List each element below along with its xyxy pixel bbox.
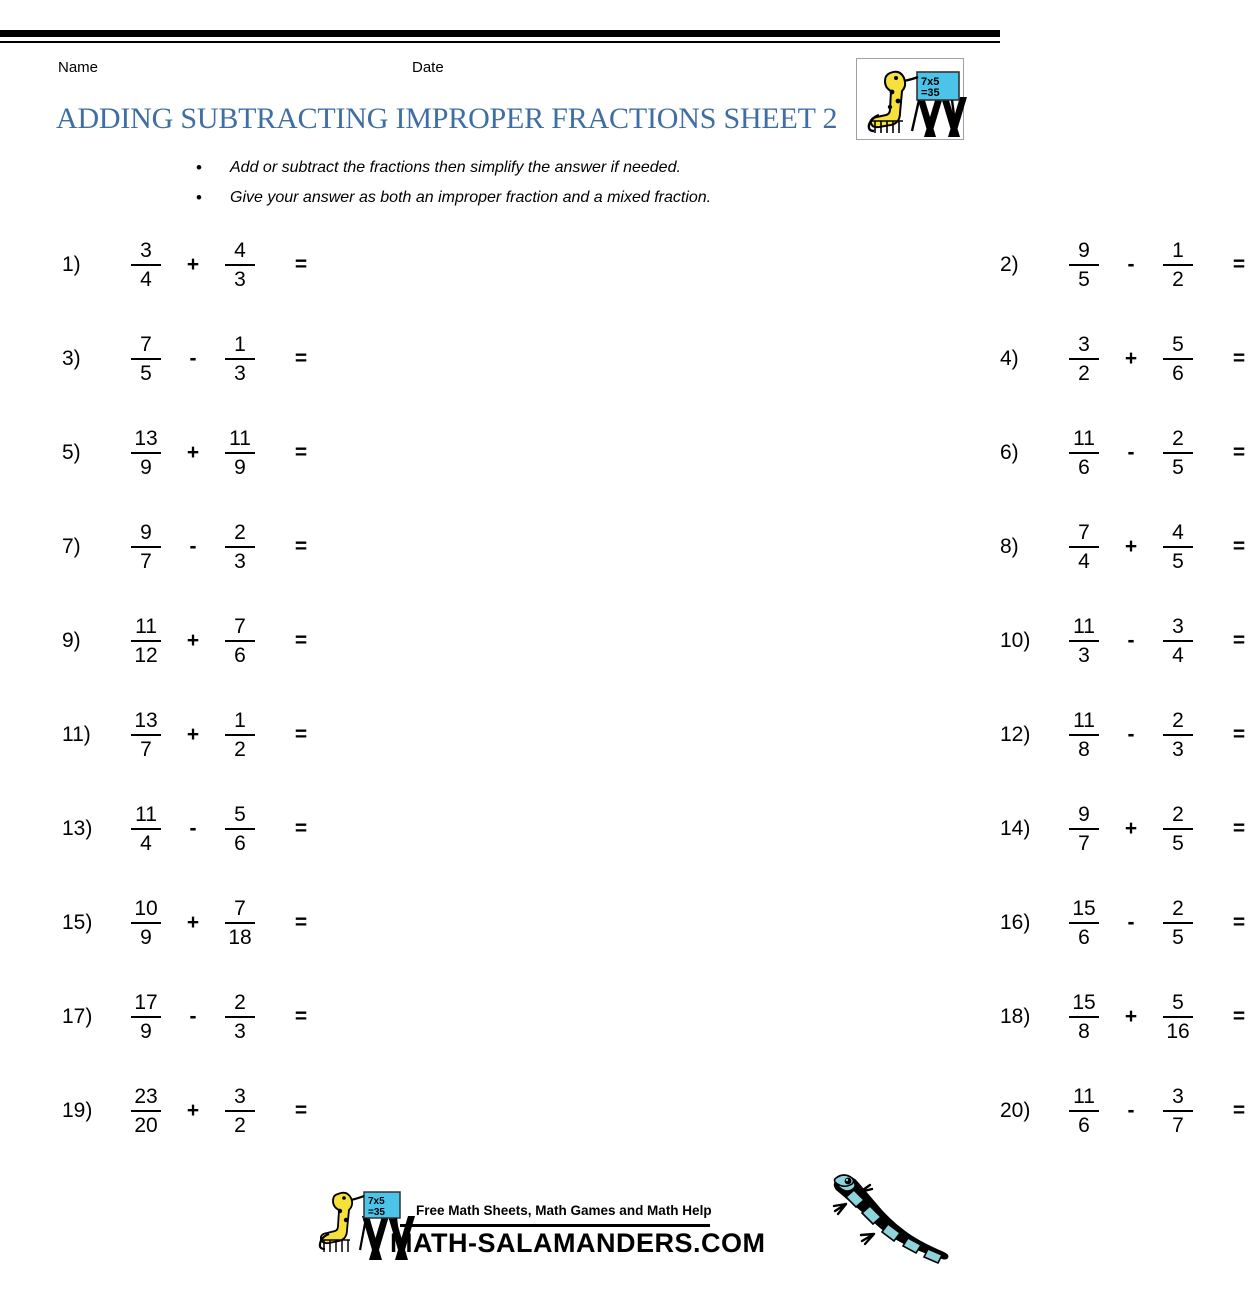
fraction-first-wrapper: [116, 992, 176, 1042]
fraction-second-wrapper: [210, 1086, 270, 1136]
fraction-first: [131, 522, 161, 572]
problem-item: [0, 312, 476, 406]
name-date-row: [58, 59, 918, 76]
fraction-second-denominator: 7: [1172, 1114, 1184, 1137]
fraction-first-wrapper: [116, 1086, 176, 1136]
fraction-second: [1163, 240, 1193, 290]
problem-item: [0, 594, 476, 688]
instruction-text: Give your answer as both an improper fraction and a mixed fraction.: [230, 189, 712, 206]
problem-item: [476, 594, 1246, 688]
fraction-second-numerator: 3: [1172, 615, 1184, 638]
fraction-first: [131, 240, 161, 290]
fraction-first-numerator: 11: [1073, 1085, 1095, 1108]
fraction-first: [1069, 428, 1099, 478]
fraction-first-denominator: 9: [140, 456, 152, 479]
fraction-second: [225, 522, 255, 572]
problem-number: 12): [1000, 723, 1031, 746]
fraction-second: [225, 240, 255, 290]
fraction-second: [1163, 898, 1193, 948]
fraction-first-denominator: 6: [1078, 456, 1090, 479]
problem-number: 18): [1000, 1005, 1031, 1028]
salamander-eye: [845, 1178, 852, 1185]
problem-item: [0, 1064, 476, 1158]
problem-number: 11): [62, 723, 91, 746]
whiteboard-line1: 7x5: [921, 76, 940, 88]
fraction-first: [131, 804, 161, 854]
fraction-first: [131, 992, 161, 1042]
fraction-first: [1069, 992, 1099, 1042]
fraction-first-numerator: 9: [140, 521, 152, 544]
problem-item: [0, 876, 476, 970]
fraction-second: [1163, 992, 1193, 1042]
fraction-second: [225, 1086, 255, 1136]
date-label: Date: [412, 59, 444, 76]
letter-m-shape: [917, 97, 967, 137]
fraction-second-denominator: 6: [234, 644, 246, 667]
fraction-second-numerator: 5: [1172, 991, 1184, 1014]
header-rule-thin: [0, 41, 1000, 43]
fraction-second-numerator: 4: [1172, 521, 1184, 544]
operator-symbol: -: [1127, 253, 1135, 276]
fraction-second-numerator: 4: [234, 239, 246, 262]
operator-symbol: -: [1127, 911, 1135, 934]
footer-easel-leg-left: [360, 1218, 366, 1250]
fraction-first-numerator: 9: [1078, 803, 1090, 826]
fraction-second-denominator: 9: [234, 456, 246, 479]
fraction-first-denominator: 4: [140, 832, 152, 855]
operator-symbol: -: [189, 817, 197, 840]
page-title: ADDING SUBTRACTING IMPROPER FRACTIONS SHEET 2: [56, 102, 838, 135]
equals-symbol: =: [294, 629, 308, 652]
fraction-second-denominator: 4: [1172, 644, 1184, 667]
fraction-first-numerator: 10: [134, 897, 158, 920]
operator-symbol: +: [186, 723, 200, 746]
fraction-second-numerator: 1: [234, 333, 246, 356]
problem-item: [476, 876, 1246, 970]
fraction-first: [1069, 898, 1099, 948]
fraction-second-wrapper: [210, 334, 270, 384]
equals-symbol: =: [294, 535, 308, 558]
fraction-first-wrapper: [116, 898, 176, 948]
fraction-second-denominator: 2: [234, 1114, 246, 1137]
salamander-spot-3: [888, 105, 892, 109]
fraction-second-numerator: 3: [1172, 1085, 1184, 1108]
fraction-second-wrapper: [210, 240, 270, 290]
fraction-first-denominator: 9: [140, 1020, 152, 1043]
instructions-list: [196, 158, 916, 218]
fraction-second-wrapper: [1148, 240, 1208, 290]
problem-item: [0, 406, 476, 500]
footer-whiteboard-line1: 7x5: [368, 1196, 385, 1207]
equals-symbol: =: [1232, 911, 1246, 934]
fraction-second-denominator: 3: [234, 550, 246, 573]
fraction-second-denominator: 6: [234, 832, 246, 855]
fraction-first-numerator: 11: [1073, 615, 1095, 638]
fraction-first-numerator: 17: [134, 991, 158, 1014]
fraction-first: [1069, 240, 1099, 290]
fraction-first-numerator: 11: [135, 803, 157, 826]
fraction-second-wrapper: [1148, 616, 1208, 666]
equals-symbol: =: [1232, 629, 1246, 652]
fraction-second-numerator: 5: [234, 803, 246, 826]
fraction-second-numerator: 1: [1172, 239, 1184, 262]
operator-symbol: +: [186, 629, 200, 652]
equals-symbol: =: [294, 441, 308, 464]
fraction-first-numerator: 23: [134, 1085, 158, 1108]
problem-item: [476, 688, 1246, 782]
problem-item: [0, 500, 476, 594]
fraction-first: [1069, 334, 1099, 384]
fraction-second: [1163, 334, 1193, 384]
fraction-first-denominator: 6: [1078, 926, 1090, 949]
fraction-first: [131, 616, 161, 666]
operator-symbol: +: [186, 441, 200, 464]
problem-number: 7): [62, 535, 81, 558]
problem-number: 14): [1000, 817, 1031, 840]
fraction-first-wrapper: [1054, 240, 1114, 290]
operator-symbol: +: [186, 1099, 200, 1122]
fraction-first-denominator: 8: [1078, 738, 1090, 761]
fraction-first-denominator: 4: [140, 268, 152, 291]
salamander-eye-glint: [846, 1179, 848, 1181]
problem-item: [0, 782, 476, 876]
problem-number: 10): [1000, 629, 1031, 652]
operator-symbol: -: [1127, 723, 1135, 746]
problem-number: 2): [1000, 253, 1019, 276]
footer-tagline: Free Math Sheets, Math Games and Math Help: [416, 1203, 712, 1218]
instruction-item: [196, 158, 916, 178]
equals-symbol: =: [1232, 535, 1246, 558]
problem-item: [476, 218, 1246, 312]
fraction-first-denominator: 5: [1078, 268, 1090, 291]
fraction-first-wrapper: [1054, 428, 1114, 478]
problem-row: [0, 970, 1246, 1064]
problem-row: [0, 782, 1246, 876]
problem-number: 8): [1000, 535, 1019, 558]
fraction-second-wrapper: [210, 616, 270, 666]
operator-symbol: +: [186, 253, 200, 276]
problems-grid: [0, 218, 1246, 1158]
fraction-first-numerator: 15: [1072, 991, 1096, 1014]
fraction-first-numerator: 13: [134, 427, 158, 450]
fraction-second-wrapper: [210, 804, 270, 854]
problem-number: 3): [62, 347, 81, 370]
fraction-first-wrapper: [1054, 334, 1114, 384]
fraction-first-numerator: 15: [1072, 897, 1096, 920]
fraction-second-wrapper: [1148, 710, 1208, 760]
equals-symbol: =: [1232, 1099, 1246, 1122]
operator-symbol: +: [1124, 535, 1138, 558]
equals-symbol: =: [294, 723, 308, 746]
footer-salamander-arm: [351, 1196, 364, 1200]
problem-number: 19): [62, 1099, 93, 1122]
problem-item: [476, 312, 1246, 406]
problem-item: [0, 970, 476, 1064]
fraction-first-denominator: 4: [1078, 550, 1090, 573]
problem-item: [476, 500, 1246, 594]
fraction-second: [1163, 804, 1193, 854]
fraction-first-wrapper: [116, 616, 176, 666]
operator-symbol: +: [1124, 1005, 1138, 1028]
fraction-second-denominator: 5: [1172, 456, 1184, 479]
fraction-second: [225, 898, 255, 948]
equals-symbol: =: [1232, 1005, 1246, 1028]
fraction-second-denominator: 5: [1172, 832, 1184, 855]
problem-row: [0, 876, 1246, 970]
fraction-second: [225, 428, 255, 478]
fraction-second-denominator: 3: [234, 268, 246, 291]
operator-symbol: +: [1124, 817, 1138, 840]
name-label: Name: [58, 59, 99, 76]
fraction-second: [1163, 616, 1193, 666]
problem-number: 5): [62, 441, 81, 464]
fraction-first-wrapper: [116, 240, 176, 290]
operator-symbol: -: [1127, 441, 1135, 464]
problem-number: 1): [62, 253, 81, 276]
problem-number: 16): [1000, 911, 1031, 934]
fraction-second-numerator: 11: [229, 427, 251, 450]
math-salamanders-header-logo: [856, 58, 964, 140]
problem-row: [0, 1064, 1246, 1158]
fraction-second-numerator: 7: [234, 897, 246, 920]
fraction-second-wrapper: [1148, 522, 1208, 572]
fraction-first: [1069, 522, 1099, 572]
operator-symbol: -: [189, 535, 197, 558]
equals-symbol: =: [294, 347, 308, 370]
equals-symbol: =: [294, 817, 308, 840]
fraction-second-wrapper: [1148, 898, 1208, 948]
problem-item: [476, 406, 1246, 500]
fraction-first-denominator: 7: [140, 550, 152, 573]
fraction-first: [131, 334, 161, 384]
fraction-first: [131, 1086, 161, 1136]
fraction-second-denominator: 5: [1172, 926, 1184, 949]
equals-symbol: =: [294, 1005, 308, 1028]
problem-number: 13): [62, 817, 93, 840]
fraction-first-wrapper: [1054, 898, 1114, 948]
equals-symbol: =: [1232, 817, 1246, 840]
footer-divider: [400, 1224, 710, 1227]
fraction-second: [225, 804, 255, 854]
salamander-spot-2: [896, 99, 901, 104]
fraction-second-wrapper: [210, 992, 270, 1042]
problem-row: [0, 312, 1246, 406]
easel-leg-left: [912, 100, 919, 131]
bullet-icon: •: [196, 158, 202, 177]
footer-salamander-eye: [342, 1196, 346, 1200]
equals-symbol: =: [1232, 253, 1246, 276]
operator-symbol: -: [1127, 629, 1135, 652]
problem-item: [0, 218, 476, 312]
problem-item: [476, 1064, 1246, 1158]
fraction-first: [1069, 616, 1099, 666]
fraction-second-numerator: 2: [234, 991, 246, 1014]
fraction-second-numerator: 2: [1172, 897, 1184, 920]
fraction-second-denominator: 3: [1172, 738, 1184, 761]
problem-number: 9): [62, 629, 81, 652]
fraction-second-numerator: 3: [234, 1085, 246, 1108]
fraction-second-denominator: 3: [234, 1020, 246, 1043]
fraction-second-numerator: 7: [234, 615, 246, 638]
fraction-first-denominator: 7: [1078, 832, 1090, 855]
fraction-second-wrapper: [1148, 1086, 1208, 1136]
fraction-first-denominator: 12: [134, 644, 158, 667]
problem-row: [0, 218, 1246, 312]
header-rule-thick: [0, 30, 1000, 37]
fraction-first: [1069, 804, 1099, 854]
fraction-first-wrapper: [116, 804, 176, 854]
fraction-first-wrapper: [1054, 616, 1114, 666]
problem-item: [476, 782, 1246, 876]
fraction-first-wrapper: [1054, 1086, 1114, 1136]
salamander-mascot-artwork: [816, 1168, 964, 1272]
fraction-second-numerator: 1: [234, 709, 246, 732]
problem-row: [0, 406, 1246, 500]
salamander-mascot: [816, 1168, 964, 1272]
problem-number: 17): [62, 1005, 93, 1028]
fraction-second-wrapper: [1148, 428, 1208, 478]
fraction-first-denominator: 5: [140, 362, 152, 385]
fraction-first-denominator: 9: [140, 926, 152, 949]
problem-number: 6): [1000, 441, 1019, 464]
equals-symbol: =: [294, 253, 308, 276]
fraction-first-denominator: 8: [1078, 1020, 1090, 1043]
fraction-first-wrapper: [116, 710, 176, 760]
fraction-first: [131, 710, 161, 760]
fraction-first-numerator: 3: [1078, 333, 1090, 356]
fraction-first: [1069, 1086, 1099, 1136]
fraction-second-numerator: 2: [1172, 709, 1184, 732]
fraction-first-numerator: 11: [1073, 427, 1095, 450]
fraction-second-wrapper: [210, 898, 270, 948]
fraction-first-denominator: 7: [140, 738, 152, 761]
fraction-first-denominator: 20: [134, 1114, 158, 1137]
fraction-first: [1069, 710, 1099, 760]
salamander-arm: [904, 77, 918, 81]
footer-whiteboard-line2: =35: [368, 1207, 385, 1218]
fraction-second: [1163, 710, 1193, 760]
fraction-first-wrapper: [116, 334, 176, 384]
header-logo-artwork: [857, 59, 963, 139]
fraction-second: [1163, 1086, 1193, 1136]
fraction-second-wrapper: [1148, 334, 1208, 384]
fraction-second-wrapper: [1148, 804, 1208, 854]
fraction-second-denominator: 6: [1172, 362, 1184, 385]
operator-symbol: +: [186, 911, 200, 934]
problem-row: [0, 594, 1246, 688]
footer-salamander-spot-2: [344, 1218, 348, 1222]
problem-item: [476, 970, 1246, 1064]
equals-symbol: =: [294, 1099, 308, 1122]
fraction-second-wrapper: [210, 428, 270, 478]
problem-number: 15): [62, 911, 93, 934]
fraction-second-wrapper: [210, 710, 270, 760]
salamander-eye: [894, 76, 898, 80]
fraction-second-numerator: 2: [234, 521, 246, 544]
fraction-second: [225, 710, 255, 760]
problem-number: 4): [1000, 347, 1019, 370]
fraction-first: [131, 428, 161, 478]
fraction-first-wrapper: [1054, 804, 1114, 854]
equals-symbol: =: [294, 911, 308, 934]
fraction-first-numerator: 11: [135, 615, 157, 638]
fraction-second-denominator: 16: [1166, 1020, 1190, 1043]
footer-url: MATH-SALAMANDERS.COM: [390, 1228, 766, 1258]
instruction-item: [196, 188, 916, 208]
fraction-first-numerator: 11: [1073, 709, 1095, 732]
operator-symbol: +: [1124, 347, 1138, 370]
equals-symbol: =: [1232, 723, 1246, 746]
fraction-second-numerator: 5: [1172, 333, 1184, 356]
fraction-first: [131, 898, 161, 948]
fraction-second: [1163, 428, 1193, 478]
fraction-first-denominator: 6: [1078, 1114, 1090, 1137]
bullet-icon: •: [196, 188, 202, 207]
salamander-spot-1: [890, 90, 895, 95]
fraction-first-denominator: 3: [1078, 644, 1090, 667]
fraction-second-denominator: 3: [234, 362, 246, 385]
fraction-second: [225, 616, 255, 666]
fraction-first-numerator: 7: [1078, 521, 1090, 544]
operator-symbol: -: [1127, 1099, 1135, 1122]
fraction-first-wrapper: [1054, 992, 1114, 1042]
problem-row: [0, 688, 1246, 782]
whiteboard-line2: =35: [921, 87, 940, 99]
operator-symbol: -: [189, 1005, 197, 1028]
fraction-second-numerator: 2: [1172, 427, 1184, 450]
operator-symbol: -: [189, 347, 197, 370]
fraction-second: [225, 334, 255, 384]
instruction-text: Add or subtract the fractions then simplify the answer if needed.: [230, 159, 681, 176]
problem-row: [0, 500, 1246, 594]
fraction-first-wrapper: [1054, 710, 1114, 760]
fraction-first-denominator: 2: [1078, 362, 1090, 385]
fraction-first-wrapper: [116, 522, 176, 572]
fraction-second: [1163, 522, 1193, 572]
fraction-second-denominator: 2: [1172, 268, 1184, 291]
footer-salamander-spot-1: [338, 1209, 342, 1213]
fraction-second-denominator: 5: [1172, 550, 1184, 573]
problem-item: [0, 688, 476, 782]
fraction-second-denominator: 2: [234, 738, 246, 761]
fraction-first-numerator: 3: [140, 239, 152, 262]
equals-symbol: =: [1232, 347, 1246, 370]
equals-symbol: =: [1232, 441, 1246, 464]
fraction-second-wrapper: [210, 522, 270, 572]
fraction-second-numerator: 2: [1172, 803, 1184, 826]
problem-number: 20): [1000, 1099, 1031, 1122]
fraction-first-wrapper: [1054, 522, 1114, 572]
fraction-second-denominator: 18: [228, 926, 252, 949]
fraction-first-numerator: 9: [1078, 239, 1090, 262]
fraction-second: [225, 992, 255, 1042]
fraction-first-numerator: 7: [140, 333, 152, 356]
platform-shape: [871, 121, 903, 133]
fraction-first-wrapper: [116, 428, 176, 478]
fraction-first-numerator: 13: [134, 709, 158, 732]
fraction-second-wrapper: [1148, 992, 1208, 1042]
